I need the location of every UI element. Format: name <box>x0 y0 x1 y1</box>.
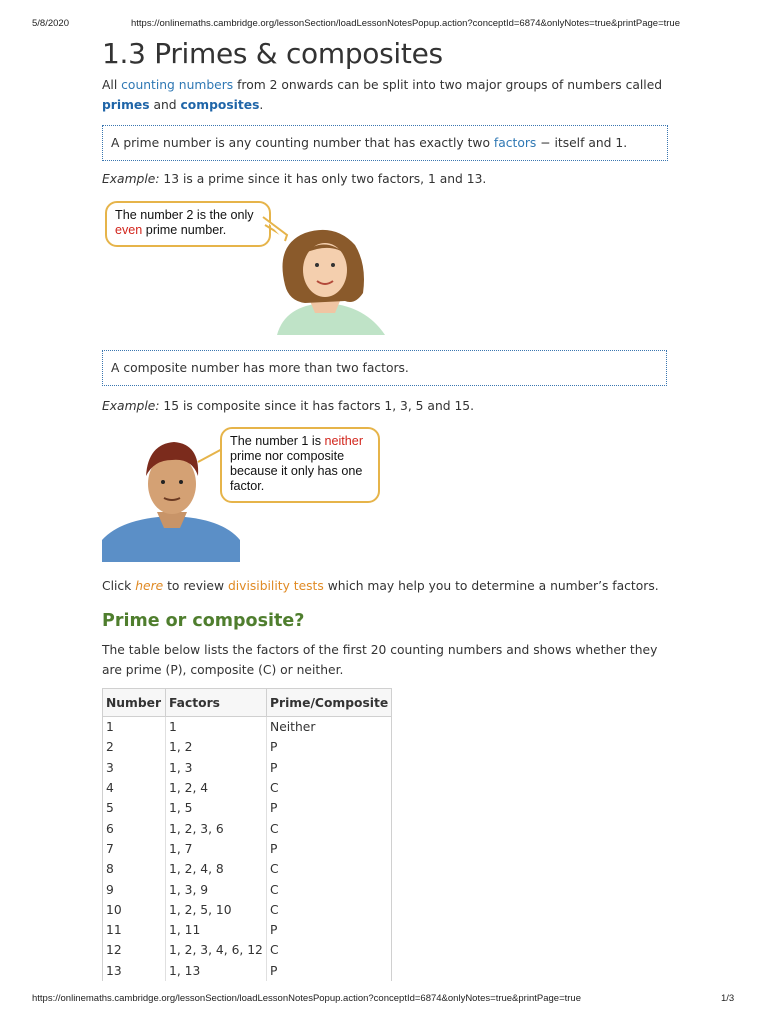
cell-number: 13 <box>103 961 166 981</box>
cell-factors: 1, 3 <box>166 758 267 778</box>
cell-number: 9 <box>103 879 166 899</box>
factors-table <box>103 689 391 981</box>
table-row <box>103 818 391 838</box>
here-link[interactable]: here <box>135 579 164 593</box>
cell-number: 2 <box>103 737 166 757</box>
prime-definition-box: A prime number is any counting number that has exactly two factors − itself and 1. <box>102 125 668 161</box>
table-row <box>103 940 391 960</box>
cell-number: 4 <box>103 778 166 798</box>
cell-number: 10 <box>103 900 166 920</box>
woman-illustration <box>255 205 390 337</box>
page-title: 1.3 Primes & composites <box>102 37 443 70</box>
cell-number: 5 <box>103 798 166 818</box>
header-number: Number <box>103 689 166 717</box>
table-body <box>103 717 391 981</box>
table-row <box>103 900 391 920</box>
cell-classification: P <box>270 801 278 816</box>
cell-factors: 1, 7 <box>166 839 267 859</box>
print-url: https://onlinemaths.cambridge.org/lessonSection/loadLessonNotesPopup.action?conceptId=6874&onlyNotes=true&printPage=true <box>131 18 680 29</box>
divisibility-paragraph: Click here to review divisibility tests which may help you to determine a number’s factors. <box>102 579 659 593</box>
cell-factors: 1, 2, 5, 10 <box>166 900 267 920</box>
cell-factors: 1, 2, 4 <box>166 778 267 798</box>
cell-classification: C <box>270 862 279 877</box>
cell-factors: 1, 2, 4, 8 <box>166 859 267 879</box>
print-date: 5/8/2020 <box>32 18 69 29</box>
cell-factors: 1 <box>166 717 267 738</box>
cell-number: 7 <box>103 839 166 859</box>
table-row <box>103 717 391 738</box>
cell-factors: 1, 13 <box>166 961 267 981</box>
table-row <box>103 737 391 757</box>
footer-page-number: 1/3 <box>721 993 735 1004</box>
cell-number: 6 <box>103 818 166 838</box>
cell-classification: Neither <box>270 720 316 735</box>
composite-example: Example: 15 is composite since it has factors 1, 3, 5 and 15. <box>102 399 475 413</box>
counting-numbers-link[interactable]: counting numbers <box>121 78 234 92</box>
table-row <box>103 920 391 940</box>
section-title: Prime or composite? <box>102 611 305 631</box>
cell-factors: 1, 11 <box>166 920 267 940</box>
cell-classification: C <box>270 821 279 836</box>
cell-number: 3 <box>103 758 166 778</box>
factors-link[interactable]: factors <box>493 136 537 150</box>
cell-factors: 1, 2, 3, 4, 6, 12 <box>166 940 267 960</box>
factors-table-wrapper <box>102 688 392 981</box>
cell-classification: P <box>270 923 278 938</box>
cell-classification: C <box>270 781 279 796</box>
table-row <box>103 758 391 778</box>
cell-factors: 1, 5 <box>166 798 267 818</box>
header-prime-composite: Prime/Composite <box>267 689 392 717</box>
cell-factors: 1, 2 <box>166 737 267 757</box>
cell-classification: P <box>270 740 278 755</box>
footer-url: https://onlinemaths.cambridge.org/lessonSection/loadLessonNotesPopup.action?conceptId=6874&onlyNotes=true&printPage=true <box>32 993 581 1004</box>
composite-definition-box: A composite number has more than two factors. <box>102 350 667 386</box>
table-row <box>103 961 391 981</box>
speech-bubble-even-prime: The number 2 is the only even prime number. <box>105 201 271 247</box>
table-row <box>103 859 391 879</box>
speech-bubble-one-neither: The number 1 is neither prime nor composite because it only has one factor. <box>220 427 380 503</box>
cell-classification: C <box>270 943 279 958</box>
header-factors: Factors <box>166 689 267 717</box>
cell-factors: 1, 2, 3, 6 <box>166 818 267 838</box>
table-row <box>103 879 391 899</box>
lesson-content <box>102 36 668 189</box>
composites-link[interactable]: composites <box>180 98 260 112</box>
cell-number: 12 <box>103 940 166 960</box>
table-header-row <box>103 689 391 717</box>
table-row <box>103 798 391 818</box>
intro-paragraph: All counting numbers from 2 onwards can be split into two major groups of numbers called primes and composites. <box>102 78 663 112</box>
table-row <box>103 839 391 859</box>
cell-factors: 1, 3, 9 <box>166 879 267 899</box>
primes-link[interactable]: primes <box>102 98 150 112</box>
cell-classification: P <box>270 841 278 856</box>
prime-example: Example: 13 is a prime since it has only two factors, 1 and 13. <box>102 172 487 186</box>
cell-classification: P <box>270 760 278 775</box>
divisibility-tests-link[interactable]: divisibility tests <box>227 579 324 593</box>
cell-number: 8 <box>103 859 166 879</box>
table-row <box>103 778 391 798</box>
cell-classification: C <box>270 902 279 917</box>
cell-number: 11 <box>103 920 166 940</box>
cell-number: 1 <box>103 717 166 738</box>
cell-classification: C <box>270 882 279 897</box>
cell-classification: P <box>270 963 278 978</box>
section-description: The table below lists the factors of the first 20 counting numbers and shows whether they are prime (P), composite (C) or neither. <box>102 643 658 677</box>
